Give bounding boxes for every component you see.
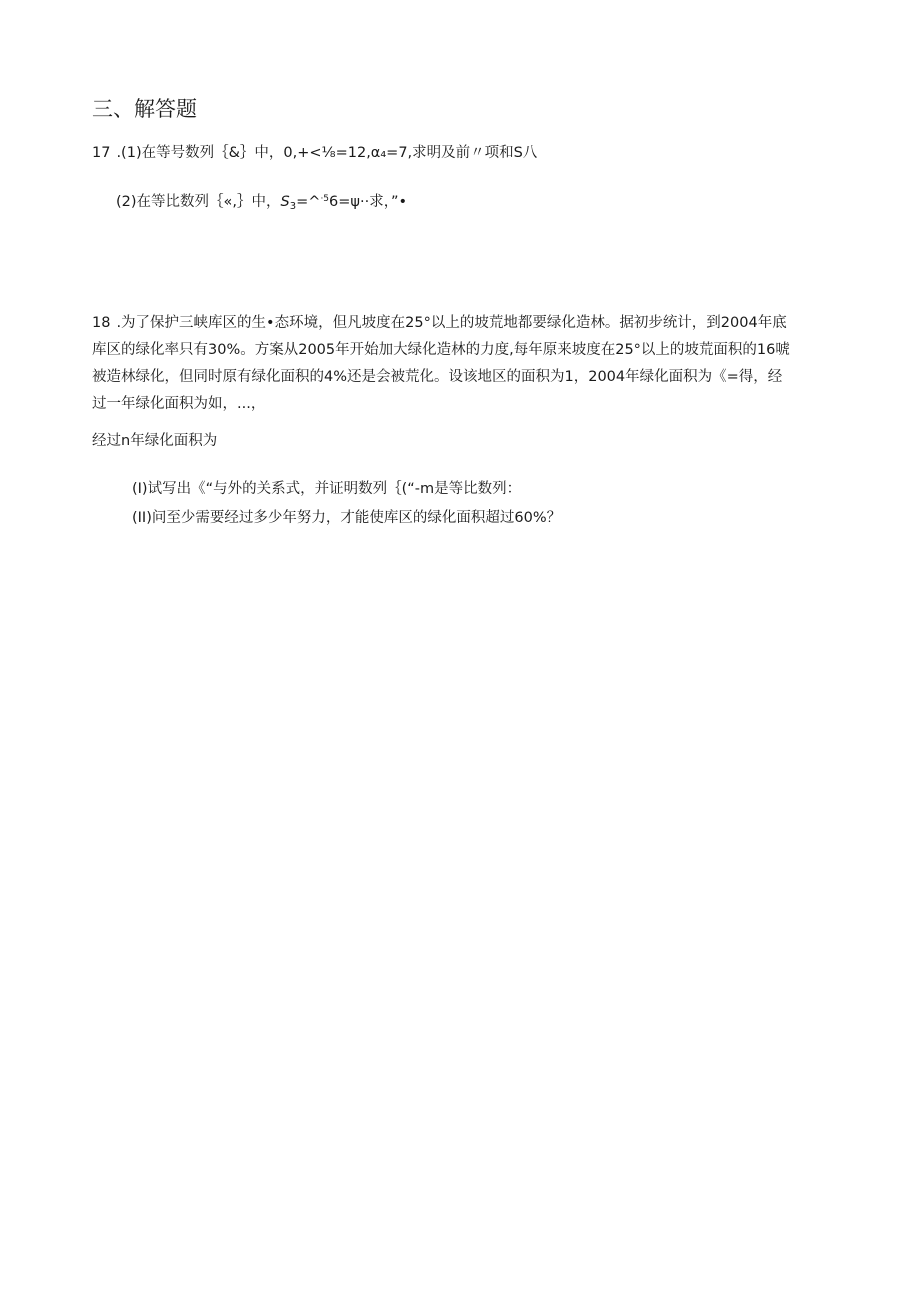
q17-part1-text: .(1)在等号数列｛&｝中，0,+<⅛=12,α₄=7,求明及前〃项和S八 (116, 145, 538, 161)
q18-line-4: 过一年绿化面积为如，...， (92, 396, 266, 412)
q18-subquestion-2: (II)问至少需要经过多少年努力，才能使库区的绿化面积超过60%？ (132, 510, 562, 526)
q18-line-5: 经过n年绿化面积为 (92, 433, 218, 449)
q17-part2-prefix: (2)在等比数列｛«,｝中， (116, 194, 281, 210)
q18-text-1: .为了保护三峡库区的生•态环境，但凡坡度在25°以上的坡荒地都要绿化造林。据初步统计，到2004年底 (116, 315, 787, 331)
q18-line-3: 被造林绿化，但同时原有绿化面积的4%还是会被荒化。设该地区的面积为1，2004年绿化面积为《=得，经 (92, 369, 783, 385)
section-title: 三、解答题 (92, 97, 197, 121)
q17-part2-suffix: 6=ψ··求，”• (329, 194, 408, 210)
q18-line-1 (92, 313, 787, 333)
q17-number: 17 (92, 145, 111, 161)
q18-number: 18 (92, 315, 111, 331)
q17-s-subscript: 3 (289, 201, 297, 212)
q17-line-2 (116, 189, 407, 217)
q17-part2-mid: =^ (296, 194, 321, 210)
q17-line-1 (92, 143, 537, 163)
q18-subquestion-1: (I)试写出《“与外的关系式，并证明数列｛(“-m是等比数列： (132, 481, 522, 497)
q18-line-2: 库区的绿化率只有30%。方案从2005年开始加大绿化造林的力度,每年原来坡度在25°以上的坡荒面积的16唬 (92, 342, 790, 358)
q17-superscript: ·5 (320, 194, 330, 204)
q17-s-symbol: S (280, 194, 290, 210)
